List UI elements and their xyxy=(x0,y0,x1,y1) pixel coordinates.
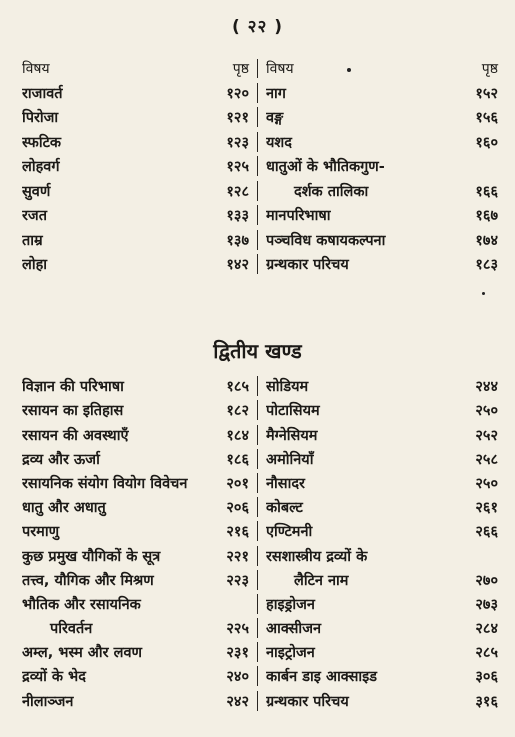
left-entry xyxy=(22,376,258,396)
entry-title: धातुओं के भौतिकगुण- xyxy=(266,159,385,175)
entry-page-number: १७४ xyxy=(475,232,498,249)
right-entry xyxy=(258,546,498,566)
entry-title: सोडियम xyxy=(266,379,309,396)
entry-title: यशद xyxy=(266,134,292,151)
entry-title: वङ्ग xyxy=(266,110,284,126)
entry-title: नाग xyxy=(266,85,286,102)
table-row xyxy=(22,445,498,469)
column-header-page: पृष्ठ xyxy=(481,61,498,77)
left-entry xyxy=(22,181,258,201)
entry-page-number: १६० xyxy=(475,134,498,151)
left-entry xyxy=(22,642,258,662)
entry-page-number: २४० xyxy=(226,669,249,686)
left-entry xyxy=(22,666,258,686)
right-entry xyxy=(258,521,498,541)
table-row xyxy=(22,493,498,517)
left-entry xyxy=(22,156,258,176)
right-entry xyxy=(258,497,498,517)
entry-title: पञ्चविध कषायकल्पना xyxy=(266,232,386,249)
table-row xyxy=(22,250,498,275)
table-row xyxy=(22,127,498,152)
right-entry xyxy=(258,570,498,590)
entry-title: राजावर्त xyxy=(22,85,63,102)
entry-title: लोहवर्ग xyxy=(22,159,60,175)
entry-title: कोबल्ट xyxy=(266,500,303,517)
page-number: ( २२ ) xyxy=(231,17,284,37)
table-row xyxy=(22,152,498,177)
table-row xyxy=(22,201,498,226)
entry-page-number: २५२ xyxy=(475,427,498,444)
right-entry xyxy=(258,642,498,662)
left-entry xyxy=(22,205,258,225)
table-row xyxy=(22,541,498,565)
table-row xyxy=(22,638,498,662)
entry-title: रसायनिक संयोग वियोग विवेचन xyxy=(22,475,188,492)
table-row xyxy=(22,566,498,590)
entry-page-number: १२५ xyxy=(226,159,249,175)
table-row xyxy=(22,103,498,128)
left-entry xyxy=(22,132,258,152)
entry-title: दर्शक तालिका xyxy=(294,183,369,200)
entry-title: कार्बन डाइ आक्साइड xyxy=(266,669,378,686)
entry-page-number: २२३ xyxy=(226,572,249,589)
table-row xyxy=(22,176,498,201)
entry-title: द्रव्य और ऊर्जा xyxy=(22,451,100,468)
entry-title: ताम्र xyxy=(22,232,43,249)
entry-title: विज्ञान की परिभाषा xyxy=(22,379,124,396)
entry-title: ग्रन्थकार परिचय xyxy=(266,693,349,710)
entry-page-number: १४२ xyxy=(226,257,249,273)
right-entry xyxy=(258,181,498,201)
right-entry xyxy=(258,205,498,225)
entry-page-number: २४२ xyxy=(226,693,249,710)
entry-page-number: १८४ xyxy=(226,427,249,444)
table-row xyxy=(22,396,498,420)
entry-title: मैग्नेसियम xyxy=(266,427,318,444)
entry-page-number: १६७ xyxy=(475,208,498,224)
entry-page-number: १८६ xyxy=(226,451,249,468)
ink-speck xyxy=(482,292,485,295)
left-entry xyxy=(22,570,258,590)
right-entry xyxy=(258,425,498,445)
left-entry xyxy=(22,230,258,250)
entry-title: रसायन की अवस्थाएँ xyxy=(22,427,129,444)
right-entry xyxy=(258,666,498,686)
left-entry xyxy=(22,594,258,614)
entry-page-number: २३१ xyxy=(226,645,249,662)
right-entry xyxy=(258,230,498,250)
right-entry xyxy=(258,400,498,420)
right-entry xyxy=(258,473,498,493)
entry-title: तत्त्व, यौगिक और मिश्रण xyxy=(22,572,154,589)
entry-title: स्फटिक xyxy=(22,134,62,151)
left-entry xyxy=(22,497,258,517)
entry-title: ग्रन्थकार परिचय xyxy=(266,257,349,273)
entry-page-number: १५६ xyxy=(475,110,498,126)
column-header-page: पृष्ठ xyxy=(232,61,249,77)
entry-page-number: २६६ xyxy=(475,524,498,541)
entry-title: मानपरिभाषा xyxy=(266,208,331,224)
entry-page-number: २२१ xyxy=(226,548,249,565)
right-entry xyxy=(258,156,498,176)
section-heading: द्वितीय खण्ड xyxy=(213,339,302,363)
left-entry xyxy=(22,473,258,493)
table-row xyxy=(22,372,498,396)
left-entry xyxy=(22,546,258,566)
table-row xyxy=(22,662,498,686)
entry-page-number: २८५ xyxy=(475,645,498,662)
entry-page-number: २५० xyxy=(475,475,498,492)
entry-page-number: १२० xyxy=(226,85,249,102)
entry-title: नौसादर xyxy=(266,475,305,492)
entry-title: द्रव्यों के भेद xyxy=(22,669,86,686)
table-row xyxy=(22,517,498,541)
entry-page-number: २२५ xyxy=(226,621,249,638)
entry-page-number: १८५ xyxy=(226,379,249,396)
index-table-part1 xyxy=(22,56,498,274)
entry-title: अम्ल, भस्म और लवण xyxy=(22,645,142,662)
entry-page-number: २७० xyxy=(475,572,498,589)
entry-title: आक्सीजन xyxy=(266,621,321,638)
entry-page-number: १८३ xyxy=(475,257,498,273)
left-entry xyxy=(22,254,258,274)
right-entry xyxy=(258,376,498,396)
entry-page-number: २८४ xyxy=(475,621,498,638)
column-header-subject: विषय xyxy=(266,61,294,77)
table-row xyxy=(22,614,498,638)
entry-title: पिरोजा xyxy=(22,110,59,126)
entry-page-number: १८२ xyxy=(226,403,249,420)
right-entry xyxy=(258,132,498,152)
left-entry xyxy=(22,521,258,541)
entry-title: रसशास्त्रीय द्रव्यों के xyxy=(266,548,368,565)
left-entry xyxy=(22,425,258,445)
entry-title: एण्टिमनी xyxy=(266,524,313,541)
entry-page-number: २५० xyxy=(475,403,498,420)
left-entry xyxy=(22,691,258,711)
entry-page-number: १२१ xyxy=(226,110,249,126)
entry-page-number: ३०६ xyxy=(475,669,498,686)
left-entry xyxy=(22,618,258,638)
ink-speck xyxy=(347,68,351,72)
entry-page-number: १२३ xyxy=(226,134,249,151)
entry-page-number: २६१ xyxy=(475,500,498,517)
entry-page-number: २५८ xyxy=(475,451,498,468)
entry-title: धातु और अधातु xyxy=(22,500,106,517)
right-entry xyxy=(258,83,498,103)
entry-page-number: १२८ xyxy=(226,183,249,200)
entry-title: रजत xyxy=(22,208,47,224)
right-entry xyxy=(258,594,498,614)
right-entry xyxy=(258,691,498,711)
entry-title: अमोनियाँ xyxy=(266,451,314,468)
entry-title: सुवर्ण xyxy=(22,183,51,200)
entry-page-number: १३३ xyxy=(226,208,249,224)
table-row xyxy=(22,225,498,250)
index-table-part2 xyxy=(22,372,498,711)
entry-title: भौतिक और रसायनिक xyxy=(22,596,141,613)
right-entry xyxy=(258,107,498,127)
entry-page-number: ३१६ xyxy=(475,693,498,710)
entry-page-number: २०६ xyxy=(226,500,249,517)
left-entry xyxy=(22,449,258,469)
entry-title: परिवर्तन xyxy=(50,621,93,638)
entry-title: परमाणु xyxy=(22,524,60,541)
entry-title: नाइट्रोजन xyxy=(266,645,315,662)
right-entry xyxy=(258,254,498,274)
left-entry xyxy=(22,83,258,103)
entry-title: पोटासियम xyxy=(266,403,320,420)
column-header-subject: विषय xyxy=(22,61,50,77)
entry-title: नीलाञ्जन xyxy=(22,693,74,710)
table-row xyxy=(22,78,498,103)
table-row xyxy=(22,469,498,493)
table-row xyxy=(22,590,498,614)
right-entry xyxy=(258,618,498,638)
entry-title: लोहा xyxy=(22,257,48,273)
entry-page-number: २७३ xyxy=(475,596,498,613)
left-entry xyxy=(22,400,258,420)
table-row xyxy=(22,686,498,710)
entry-title: कुछ प्रमुख यौगिकों के सूत्र xyxy=(22,548,161,565)
entry-page-number: २१६ xyxy=(226,524,249,541)
table-header xyxy=(22,56,498,78)
entry-page-number: १५२ xyxy=(475,85,498,102)
entry-page-number: १६६ xyxy=(475,183,498,200)
entry-title: लैटिन नाम xyxy=(294,572,349,589)
entry-title: हाइड्रोजन xyxy=(266,596,315,613)
right-entry xyxy=(258,449,498,469)
entry-page-number: २४४ xyxy=(475,379,498,396)
left-entry xyxy=(22,107,258,127)
entry-page-number: १३७ xyxy=(226,232,249,249)
table-row xyxy=(22,420,498,444)
entry-title: रसायन का इतिहास xyxy=(22,403,124,420)
entry-page-number: २०१ xyxy=(226,475,249,492)
